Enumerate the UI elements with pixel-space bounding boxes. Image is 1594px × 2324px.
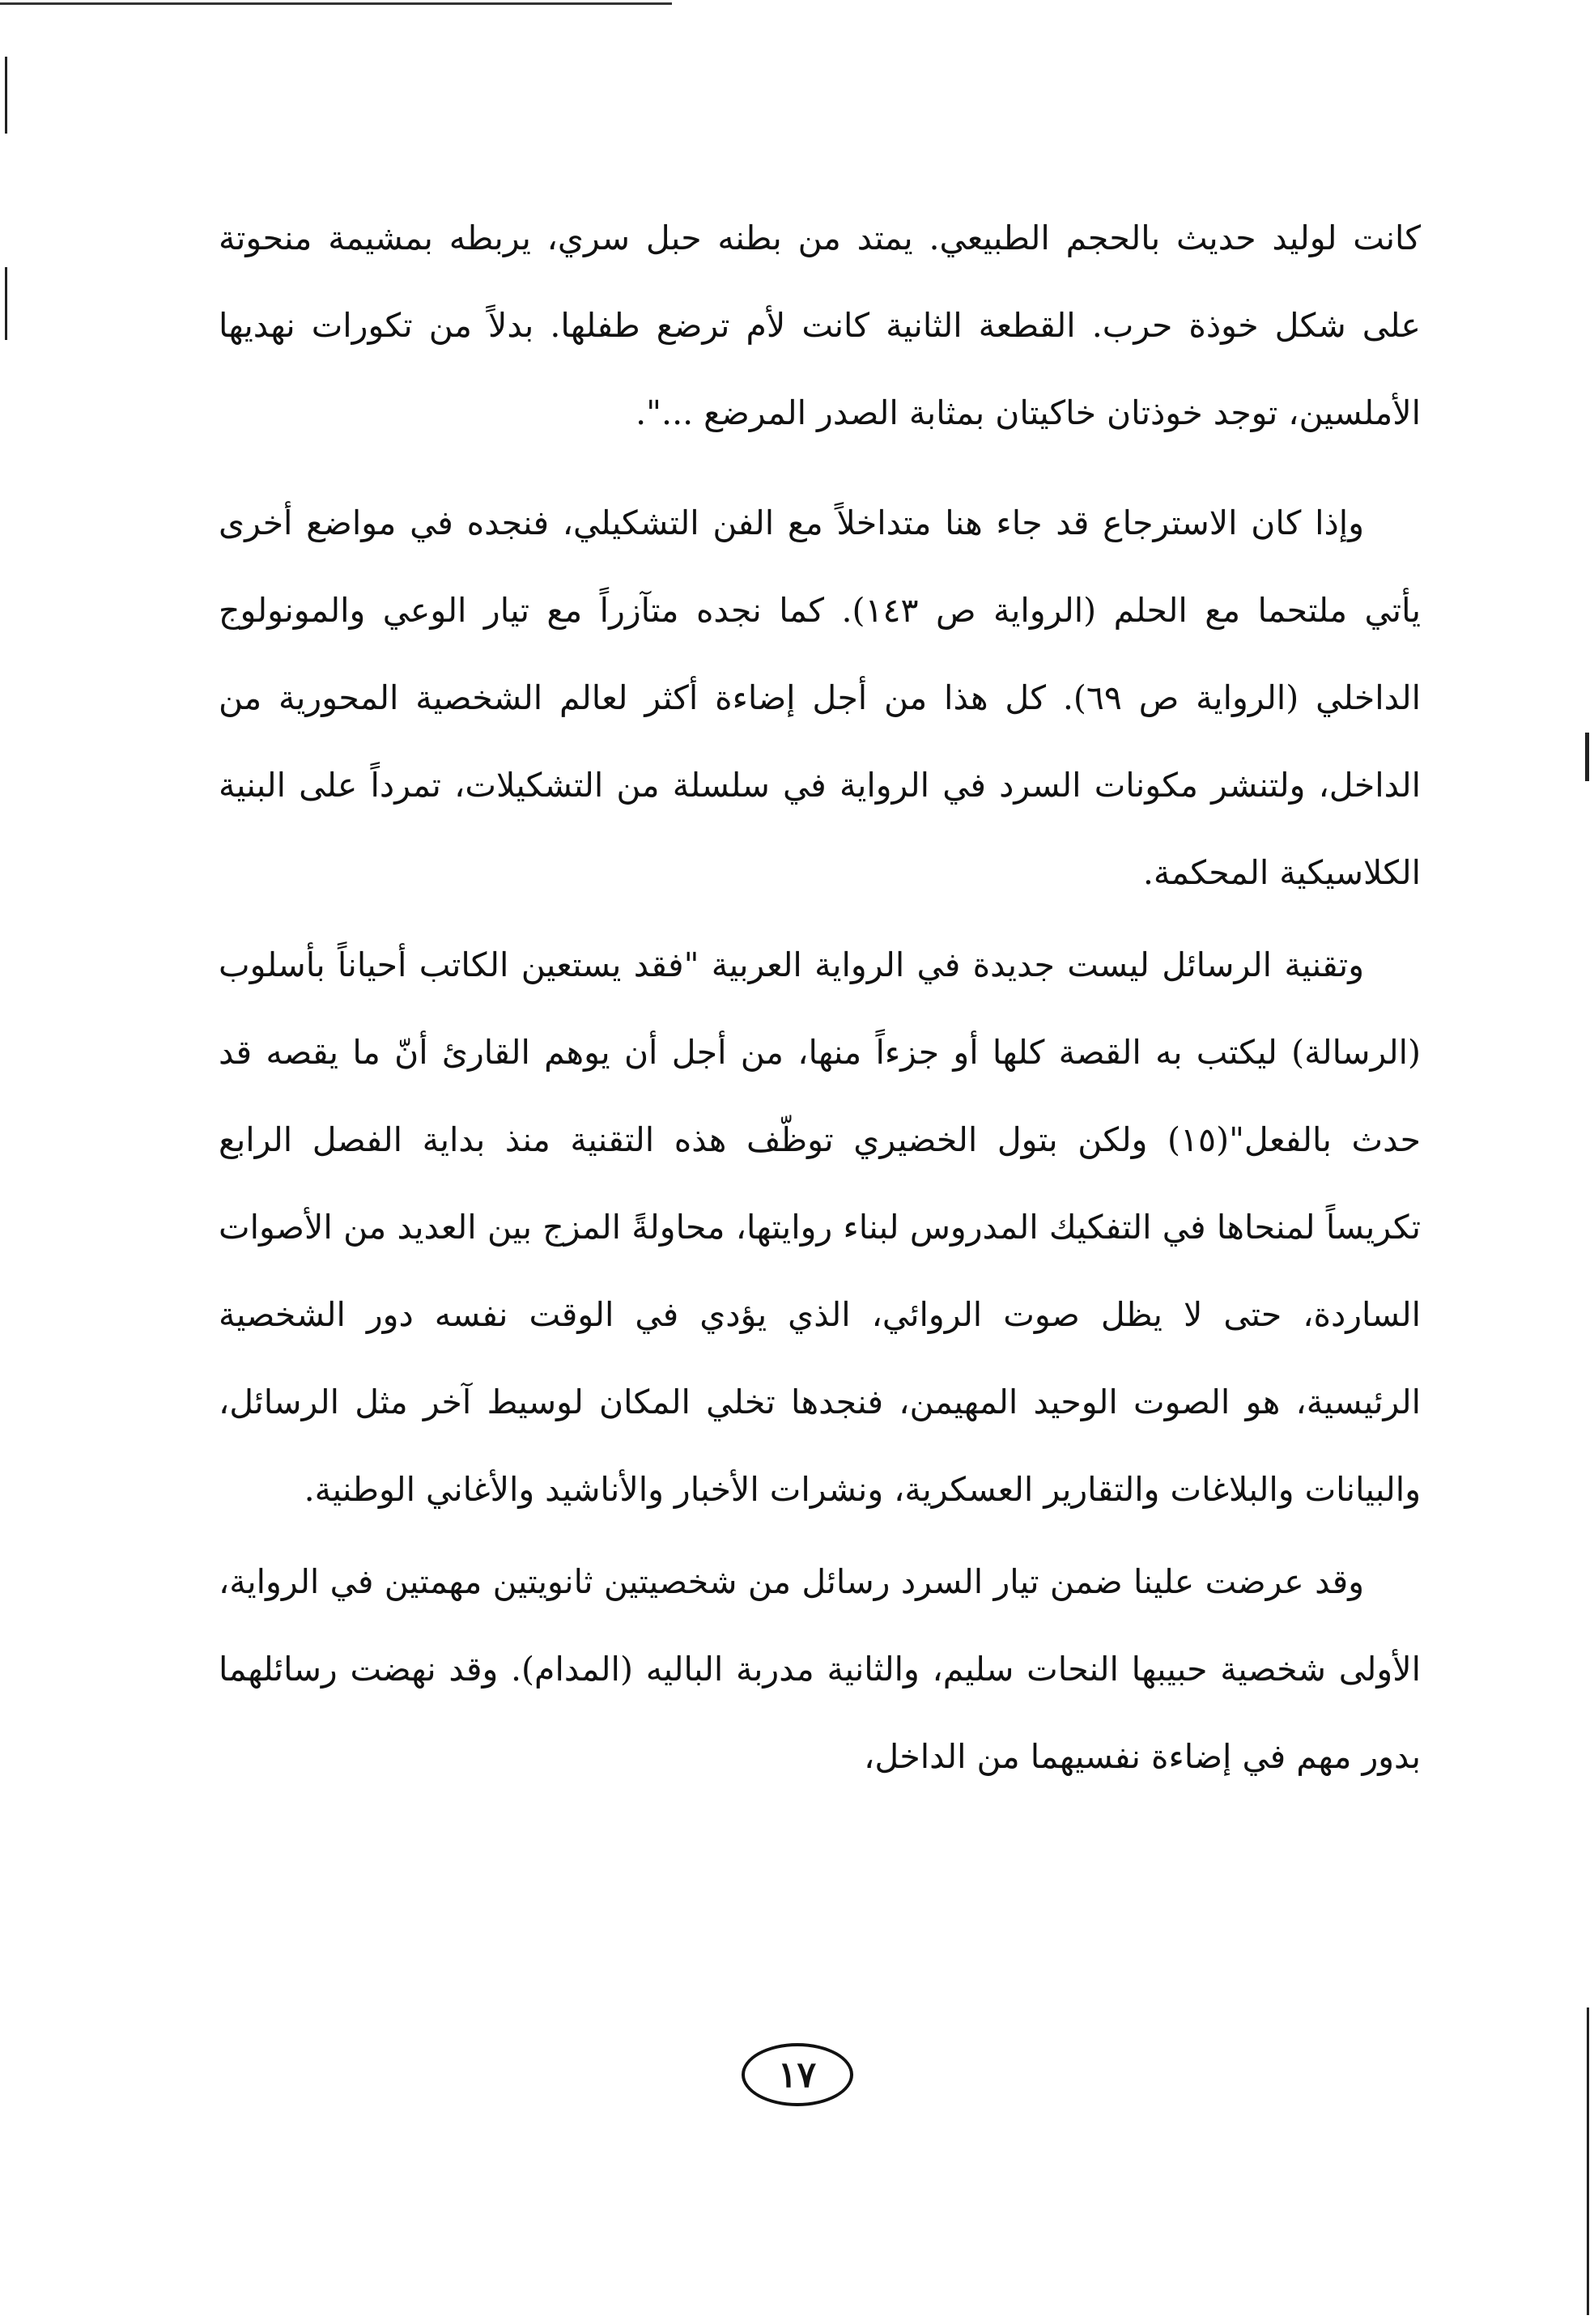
scan-edge-mark: [1585, 733, 1589, 781]
scan-edge-mark: [5, 267, 7, 340]
page-number: ١٧: [742, 2043, 853, 2106]
page-body: [219, 194, 1421, 1823]
scan-edge-mark: [5, 57, 7, 134]
paragraph-secondary-characters: وقد عرضت علينا ضمن تيار السرد رسائل من شخصيتين ثانويتين مهمتين في الرواية، الأولى شخصية حبيبها النحات سليم، والثانية مدربة الباليه (المدام). وقد نهضت رسائلهما بدور مهم في إضاءة نفسيهما من الداخل،: [219, 1562, 1421, 1776]
paragraph-flashback: وإذا كان الاسترجاع قد جاء هنا متداخلاً مع الفن التشكيلي، فنجده في مواضع أخرى يأتي ملتحما مع الحلم (الرواية ص ١٤٣). كما نجده متآزراً مع تيار الوعي والمونولوج الداخلي (الرواية ص ٦٩). كل هذا من أجل إضاءة أكثر لعالم الشخصية المحورية من الداخل، ولتنشر مكونات السرد في الرواية في سلسلة من التشكيلات، تمرداً على البنية الكلاسيكية المحكمة.: [219, 503, 1421, 892]
paragraph-letters-technique: وتقنية الرسائل ليست جديدة في الرواية العربية "فقد يستعين الكاتب أحياناً بأسلوب (الرسالة) ليكتب به القصة كلها أو جزءاً منها، من أجل أن يوهم القارئ أنّ ما يقصه قد حدث بالفعل"(١٥) ولكن بتول الخضيري توظّف هذه التقنية منذ بداية الفصل الرابع تكريساً لمنحاها في التفكيك المدروس لبناء روايتها، محاولةً المزج بين العديد من الأصوات الساردة، حتى لا يظل صوت الروائي، الذي يؤدي في الوقت نفسه دور الشخصية الرئيسية، هو الصوت الوحيد المهيمن، فنجدها تخلي المكان لوسيط آخر مثل الرسائل، والبيانات والبلاغات والتقارير العسكرية، ونشرات الأخبار والأناشيد والأغاني الوطنية.: [219, 945, 1421, 1509]
top-rule: [0, 2, 672, 5]
scan-edge-mark: [1587, 2007, 1589, 2315]
paragraph-continuation: كانت لوليد حديث بالحجم الطبيعي. يمتد من بطنه حبل سري، يربطه بمشيمة منحوتة على شكل خوذة حرب. القطعة الثانية كانت لأم ترضع طفلها. بدلاً من تكورات نهديها الأملسين، توجد خوذتان خاكيتان بمثابة الصدر المرضع ...".: [219, 219, 1421, 432]
